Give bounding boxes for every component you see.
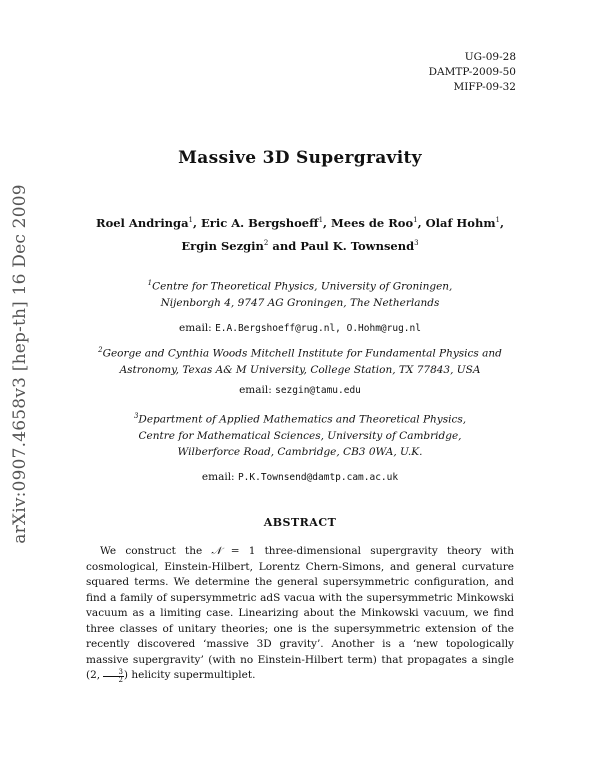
fraction-numerator: 3 [103, 669, 123, 677]
author-line: Ergin Sezgin$^2$ and Paul K. Townsend$^3$ [181, 238, 419, 253]
affiliation-block [40, 275, 560, 337]
affiliation-email [40, 469, 560, 486]
affiliation-email [40, 320, 560, 337]
affiliation-block [40, 342, 560, 399]
affiliation-mark: 2 [263, 238, 269, 247]
author-name: Olaf Hohm [425, 215, 496, 230]
affiliation-mark: 1 [147, 279, 153, 287]
abstract-body: We construct the 𝒩 = 1 three-dimensional supergravity theory with cosmological, Einstein-Hilbert, Lorentz Chern-Simons, and general curvature squared terms. We determine the general supersymmetric configuration, and find a family of supersymmetric adS vacua with the supersymmetric Minkowski vacuum as a limiting case. Linearizing about the Minkowski vacuum, we find three classes of unitary theories; one is the supersymmetric extension of the recently discovered ‘massive 3D gravity’. Another is a ‘new topologically massive supergravity’ (with no Einstein-Hilbert term) that propagates a single (2, $\frac{3}{2}$ ) helicity supermultiplet. [86, 545, 514, 684]
fraction-denominator: 2 [118, 676, 123, 684]
affiliation-line: Wilberforce Road, Cambridge, CB3 0WA, U.K. [177, 445, 423, 458]
author-name: Eric A. Bergshoeff [201, 215, 319, 230]
report-number: UG-09-28 [464, 51, 516, 63]
affiliation-line: $^1$Centre for Theoretical Physics, University of Groningen, [147, 279, 453, 293]
author-list [60, 210, 540, 256]
affiliation-line: $^3$Department of Applied Mathematics and Theoretical Physics, [133, 412, 467, 426]
affiliation-mark: 1 [318, 216, 324, 224]
report-number: MIFP-09-32 [453, 81, 516, 93]
paper-title: Massive 3D Supergravity [178, 148, 422, 168]
email-label: email: [239, 383, 272, 396]
affiliation-email [40, 382, 560, 399]
author-name: Ergin Sezgin [181, 238, 264, 253]
affiliation-line: Nijenborgh 4, 9747 AG Groningen, The Netherlands [160, 296, 440, 309]
email-address[interactable]: P.K.Townsend@damtp.cam.ac.uk [237, 471, 399, 483]
author-name: Paul K. Townsend [300, 238, 415, 253]
author-name: Roel Andringa [96, 215, 189, 230]
affiliation-line: Centre for Mathematical Sciences, University of Cambridge, [138, 429, 462, 442]
helicity-label: (2, $\frac{3}{2}$ ) [86, 668, 129, 684]
affiliation-mark: 3 [414, 238, 419, 247]
affiliation-mark: 1 [413, 216, 418, 224]
author-name: Mees de Roo [331, 215, 414, 230]
affiliation-line: Astronomy, Texas A& M University, College Station, TX 77843, USA [119, 363, 481, 376]
affiliation-line: $^2$George and Cynthia Woods Mitchell Institute for Fundamental Physics and [98, 346, 502, 360]
abstract-heading: ABSTRACT [263, 516, 337, 529]
arxiv-identifier: arXiv:0907.4658v3 [hep-th] 16 Dec 2009 [10, 184, 30, 544]
fraction [103, 669, 123, 684]
arxiv-side-stamp [8, 184, 32, 544]
affiliation-mark: 1 [495, 216, 500, 224]
email-label: email: [179, 321, 212, 334]
affiliation-block [40, 408, 560, 486]
email-label: email: [201, 470, 235, 483]
report-numbers [429, 50, 516, 95]
n-symbol: 𝒩 [211, 545, 222, 557]
email-address[interactable]: sezgin@tamu.edu [275, 384, 361, 396]
affiliation-mark: 1 [188, 216, 194, 224]
affiliation-mark: 3 [133, 412, 139, 420]
report-number: DAMTP-2009-50 [428, 66, 516, 78]
affiliation-mark: 2 [98, 346, 103, 354]
author-line: Roel Andringa$^1$, Eric A. Bergshoeff$^1$, Mees de Roo$^1$, Olaf Hohm$^1$, [96, 215, 504, 230]
email-address[interactable]: E.A.Bergshoeff@rug.nl, O.Hohm@rug.nl [215, 322, 421, 334]
